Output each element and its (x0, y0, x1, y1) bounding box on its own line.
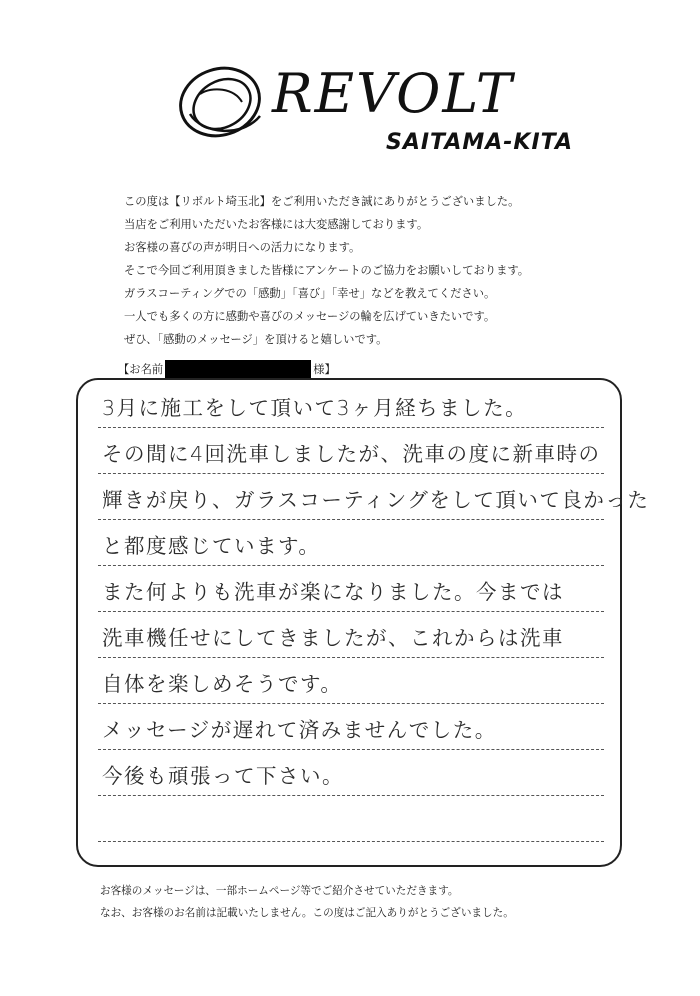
footer-line: なお、お客様のお名前は記載いたしません。この度はご記入ありがとうございました。 (100, 907, 514, 919)
name-field (118, 360, 336, 380)
message-line (98, 796, 604, 842)
message-line (98, 704, 604, 750)
name-label-suffix: 様】 (313, 363, 336, 376)
message-line (98, 566, 604, 612)
message-line (98, 428, 604, 474)
footer-notes (100, 880, 514, 924)
handwritten-text: 洗車機任せにしてきましたが、これからは洗車 (102, 626, 564, 650)
revolt-logo (172, 58, 592, 158)
handwritten-text: 輝きが戻り、ガラスコーティングをして頂いて良かった (102, 488, 650, 512)
message-line (98, 520, 604, 566)
intro-line: そこで今回ご利用頂きました皆様にアンケートのご協力をお願いしております。 (124, 264, 530, 277)
intro-line: お客様の喜びの声が明日への活力になります。 (124, 241, 361, 254)
handwritten-text: また何よりも洗車が楽になりました。今までは (102, 580, 564, 604)
handwritten-text: 自体を楽しめそうです。 (102, 672, 343, 696)
intro-line: 一人でも多くの方に感動や喜びのメッセージの輪を広げていきたいです。 (124, 310, 496, 323)
message-line (98, 612, 604, 658)
brand-name: REVOLT (272, 62, 514, 125)
handwritten-text: メッセージが遅れて済みませんでした。 (102, 718, 497, 742)
name-label-prefix: 【お名前 (118, 363, 164, 376)
intro-line: ぜひ、「感動のメッセージ」を頂けると嬉しいです。 (124, 333, 388, 346)
message-line (98, 382, 604, 428)
swirl-logo-icon (172, 58, 272, 148)
footer-line: お客様のメッセージは、一部ホームページ等でご紹介させていただきます。 (100, 885, 459, 897)
intro-text (124, 190, 594, 351)
handwritten-text: その間に4回洗車しましたが、洗車の度に新車時の (102, 442, 601, 466)
intro-line: 当店をご利用いただいたお客様には大変感謝しております。 (124, 218, 429, 231)
message-line (98, 474, 650, 520)
brand-subtitle: SAITAMA-KITA (386, 130, 573, 155)
handwritten-text: 3月に施工をして頂いて3ヶ月経ちました。 (102, 396, 528, 420)
message-line (98, 750, 604, 796)
handwritten-text: と都度感じています。 (102, 534, 321, 558)
redacted-name (165, 360, 311, 380)
message-line (98, 658, 604, 704)
intro-line: この度は【リボルト埼玉北】をご利用いただき誠にありがとうございました。 (124, 195, 520, 208)
intro-line: ガラスコーティングでの「感動」「喜び」「幸せ」などを教えてください。 (124, 287, 496, 300)
handwritten-text: 今後も頑張って下さい。 (102, 764, 344, 788)
